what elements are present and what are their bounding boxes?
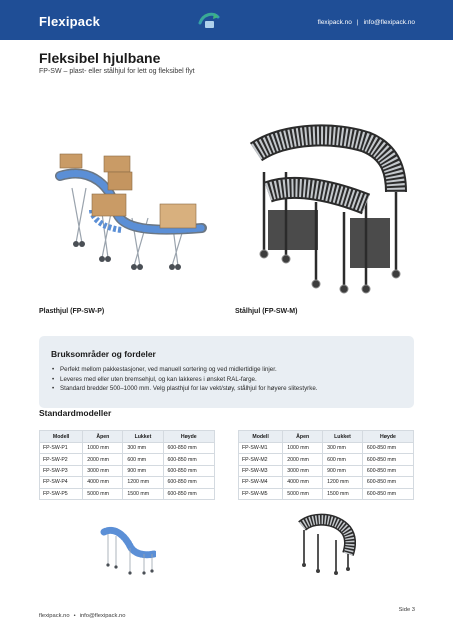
column-header: Lukket — [323, 431, 363, 443]
model-cell: FP-SW-P5 — [40, 488, 83, 499]
column-header: Høyde — [163, 431, 214, 443]
benefits-panel — [39, 336, 414, 408]
height-cell: 600-850 mm — [163, 443, 214, 454]
plastic-caption: Plasthjul (FP-SW-P) — [39, 308, 105, 315]
column-header: Lukket — [123, 431, 163, 443]
height-cell: 600-850 mm — [362, 454, 413, 465]
footer-website-link[interactable]: flexipack.no — [39, 613, 70, 619]
closed-cell: 1200 mm — [323, 477, 363, 488]
height-cell: 600-850 mm — [163, 488, 214, 499]
closed-cell: 1500 mm — [123, 488, 163, 499]
model-cell: FP-SW-P3 — [40, 465, 83, 476]
closed-cell: 1200 mm — [123, 477, 163, 488]
height-cell: 600-850 mm — [163, 477, 214, 488]
height-cell: 600-850 mm — [362, 465, 413, 476]
header-website-link[interactable]: flexipack.no — [317, 19, 352, 26]
flexipack-logo-icon — [197, 8, 221, 32]
plastic-models-table — [39, 430, 215, 500]
column-header: Åpen — [83, 431, 123, 443]
page-title: Fleksibel hjulbane — [39, 50, 161, 66]
table-row — [239, 488, 414, 499]
header-email-link[interactable]: info@flexipack.no — [363, 19, 415, 26]
table-row — [40, 477, 215, 488]
benefits-heading: Bruksområder og fordeler — [51, 349, 156, 359]
footer-email-link[interactable]: info@flexipack.no — [79, 613, 126, 619]
plastic-conveyor-thumbnail — [100, 520, 156, 576]
table-row — [239, 454, 414, 465]
open-cell: 5000 mm — [283, 488, 323, 499]
table-row — [239, 443, 414, 454]
closed-cell: 300 mm — [123, 443, 163, 454]
open-cell: 2000 mm — [83, 454, 123, 465]
benefits-list — [51, 365, 317, 394]
table-row — [40, 488, 215, 499]
page-footer — [39, 613, 126, 619]
header-contact — [318, 19, 415, 26]
list-item: • Perfekt mellom pakkestasjoner, ved manuell sortering og ved midlertidige linjer. — [51, 365, 317, 375]
model-cell: FP-SW-M3 — [239, 465, 283, 476]
column-header: Modell — [239, 431, 283, 443]
model-cell: FP-SW-M4 — [239, 477, 283, 488]
steel-caption: Stålhjul (FP-SW-M) — [235, 308, 298, 315]
table-row — [40, 465, 215, 476]
page-header — [0, 0, 453, 40]
open-cell: 4000 mm — [83, 477, 123, 488]
list-item: • Standard bredder 500–1000 mm. Velg plasthjul for lav vekt/støy, stålhjul for høyere slitestyrke. — [51, 384, 317, 394]
table-row — [239, 465, 414, 476]
height-cell: 600-850 mm — [362, 477, 413, 488]
table-header-row — [239, 431, 414, 443]
models-heading: Standardmodeller — [39, 408, 112, 418]
page-number: Side 3 — [398, 607, 415, 613]
footer-separator: • — [73, 613, 76, 619]
list-item: • Leveres med eller uten bremsehjul, og kan lakkeres i ønsket RAL-farge. — [51, 375, 317, 385]
closed-cell: 900 mm — [323, 465, 363, 476]
table-row — [239, 477, 414, 488]
model-cell: FP-SW-M5 — [239, 488, 283, 499]
height-cell: 600-850 mm — [163, 454, 214, 465]
column-header: Åpen — [283, 431, 323, 443]
header-separator: | — [356, 19, 359, 26]
page-subtitle: FP-SW – plast- eller stålhjul for lett og fleksibel flyt — [39, 68, 195, 75]
table-header-row — [40, 431, 215, 443]
model-cell: FP-SW-P2 — [40, 454, 83, 465]
height-cell: 600-850 mm — [362, 488, 413, 499]
open-cell: 3000 mm — [283, 465, 323, 476]
height-cell: 600-850 mm — [362, 443, 413, 454]
steel-conveyor-thumbnail — [296, 510, 356, 576]
model-cell: FP-SW-P4 — [40, 477, 83, 488]
model-cell: FP-SW-M2 — [239, 454, 283, 465]
steel-conveyor-photo — [246, 122, 416, 304]
closed-cell: 600 mm — [123, 454, 163, 465]
closed-cell: 600 mm — [323, 454, 363, 465]
column-header: Modell — [40, 431, 83, 443]
open-cell: 4000 mm — [283, 477, 323, 488]
open-cell: 1000 mm — [283, 443, 323, 454]
height-cell: 600-850 mm — [163, 465, 214, 476]
closed-cell: 900 mm — [123, 465, 163, 476]
model-cell: FP-SW-P1 — [40, 443, 83, 454]
open-cell: 5000 mm — [83, 488, 123, 499]
closed-cell: 1500 mm — [323, 488, 363, 499]
model-cell: FP-SW-M1 — [239, 443, 283, 454]
plastic-conveyor-photo — [52, 148, 212, 278]
open-cell: 2000 mm — [283, 454, 323, 465]
steel-models-table — [238, 430, 414, 500]
table-row — [40, 454, 215, 465]
column-header: Høyde — [362, 431, 413, 443]
table-row — [40, 443, 215, 454]
open-cell: 3000 mm — [83, 465, 123, 476]
closed-cell: 300 mm — [323, 443, 363, 454]
open-cell: 1000 mm — [83, 443, 123, 454]
brand-name: Flexipack — [39, 14, 101, 29]
